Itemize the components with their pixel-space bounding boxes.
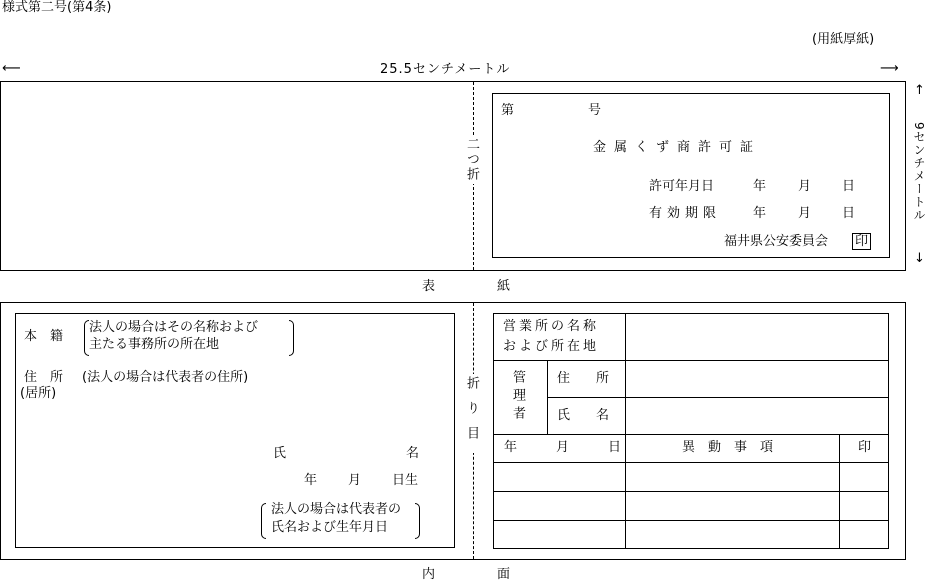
- name-label-2: 名: [406, 446, 420, 461]
- expiry-label: 有効期限: [649, 206, 722, 221]
- address-note: (法人の場合は代表者の住所): [82, 370, 249, 385]
- arrow-right-icon: ⟶: [880, 61, 899, 76]
- table-rule: [839, 434, 840, 549]
- expiry-month: 月: [798, 206, 812, 221]
- permit-date-label: 許可年月日: [649, 179, 715, 194]
- col-change: 異 動 事 項: [682, 440, 774, 455]
- cover-caption-left: 表: [422, 279, 436, 294]
- table-rule: [493, 520, 889, 521]
- issuer-name: 福井県公安委員会: [724, 234, 829, 249]
- table-rule: [493, 434, 889, 435]
- number-prefix: 第: [501, 103, 515, 118]
- table-rule: [547, 360, 548, 434]
- rep-note-line1: 法人の場合は代表者の: [271, 502, 402, 517]
- manager-label: 管理者: [510, 370, 525, 424]
- permit-year: 年: [753, 179, 767, 194]
- expiry-day: 日: [842, 206, 856, 221]
- paper-note: (用紙厚紙): [812, 32, 875, 47]
- honseki-note-line2: 主たる事務所の所在地: [89, 337, 220, 352]
- width-label: 25.5センチメートル: [380, 62, 511, 77]
- permit-title: 金属くず商許可証: [593, 140, 762, 155]
- rep-note-line2: 氏名および生年月日: [271, 520, 389, 535]
- table-rule: [493, 491, 889, 492]
- honseki-brace-right: [289, 320, 294, 356]
- office-label-line2: および所在地: [503, 339, 600, 354]
- col-day: 日: [608, 440, 622, 455]
- manager-address-label: 住 所: [557, 371, 610, 386]
- table-rule: [547, 397, 889, 398]
- cover-caption-right: 紙: [497, 279, 511, 294]
- honseki-label: 本 籍: [24, 329, 64, 344]
- table-rule: [625, 313, 626, 549]
- cover-fold-label: 二つ折: [464, 137, 479, 182]
- permit-day: 日: [842, 179, 856, 194]
- arrow-left-icon: ⟵: [2, 61, 21, 76]
- inner-caption-right: 面: [497, 567, 511, 582]
- col-year: 年: [504, 440, 518, 455]
- birth-year: 年: [304, 473, 318, 488]
- arrow-down-icon: ↓: [914, 251, 925, 266]
- expiry-year: 年: [753, 206, 767, 221]
- table-rule: [493, 360, 889, 361]
- number-suffix: 号: [588, 103, 602, 118]
- permit-card: [492, 93, 890, 258]
- birth-day: 日生: [392, 473, 419, 488]
- office-label-line1: 営業所の名称: [503, 319, 600, 334]
- rep-brace-left: [261, 503, 266, 539]
- arrow-up-icon: ↑: [914, 83, 925, 98]
- inner-caption-left: 内: [422, 567, 436, 582]
- birth-month: 月: [348, 473, 362, 488]
- manager-name-label: 氏 名: [557, 408, 610, 423]
- residence-label: (居所): [20, 386, 57, 401]
- table-rule: [493, 462, 889, 463]
- address-label: 住 所: [24, 370, 64, 385]
- issuer-seal: 印: [852, 233, 871, 250]
- honseki-note-line1: 法人の場合はその名称および: [89, 320, 259, 335]
- permit-month: 月: [798, 179, 812, 194]
- name-label-1: 氏: [273, 446, 287, 461]
- col-month: 月: [556, 440, 570, 455]
- inner-fold-label: 折り目: [464, 376, 479, 451]
- col-seal: 印: [858, 440, 872, 455]
- rep-brace-right: [415, 503, 420, 539]
- form-title: 様式第二号(第4条): [2, 0, 112, 15]
- height-label: 9センチメートル: [912, 122, 926, 222]
